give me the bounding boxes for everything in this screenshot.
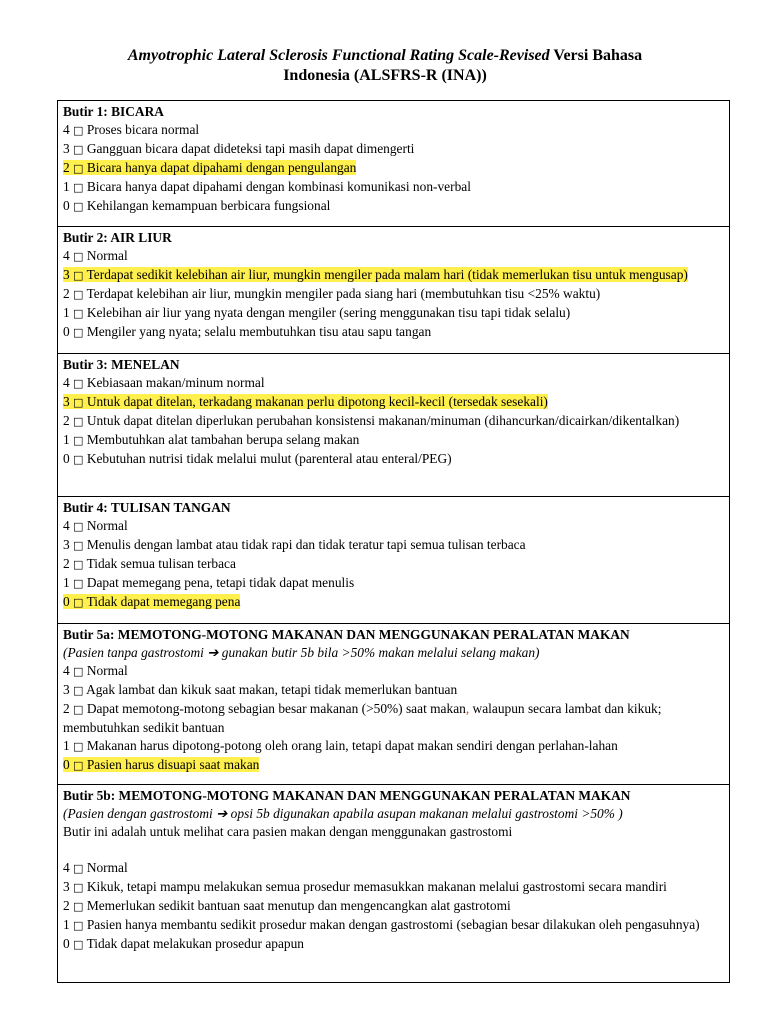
section-5b bbox=[58, 784, 729, 982]
option-text: Gangguan bicara dapat dideteksi tapi masih dapat dimengerti bbox=[86, 141, 415, 156]
checkbox-icon[interactable]: □ bbox=[73, 862, 84, 875]
option-2: 2 □ Memerlukan sedikit bantuan saat menutup dan mengencangkan alat gastrotomi bbox=[63, 898, 511, 913]
checkbox-icon[interactable]: □ bbox=[73, 938, 84, 951]
option-3 bbox=[63, 393, 724, 412]
document-title bbox=[60, 46, 710, 86]
checkbox-icon[interactable]: □ bbox=[73, 415, 84, 428]
checkbox-icon[interactable]: □ bbox=[73, 143, 84, 156]
option-text-cont: walaupun secara lambat dan kikuk; membutuhkan sedikit bantuan bbox=[63, 701, 662, 735]
checkbox-icon[interactable]: □ bbox=[73, 740, 84, 753]
option-text: Normal bbox=[86, 248, 128, 263]
option-0: 0 □ Kehilangan kemampuan berbicara fungsional bbox=[63, 198, 331, 213]
option-text: Normal bbox=[86, 860, 128, 875]
checkbox-icon[interactable]: □ bbox=[73, 288, 84, 301]
title-italic: Amyotrophic Lateral Sclerosis Functional Rating Scale-Revised bbox=[127, 47, 550, 64]
checkbox-icon[interactable]: □ bbox=[73, 684, 84, 697]
checkbox-icon[interactable]: □ bbox=[73, 326, 84, 339]
option-text: Normal bbox=[86, 518, 128, 533]
option-text: Tidak semua tulisan terbaca bbox=[86, 556, 236, 571]
section-tulisan-tangan bbox=[58, 496, 729, 623]
option-4: 4 □ Normal bbox=[63, 860, 128, 875]
option-4: 4 □ Normal bbox=[63, 248, 128, 263]
highlight: 3 □ Untuk dapat ditelan, terkadang makanan perlu dipotong kecil-kecil (tersedak sesekali) bbox=[63, 394, 548, 409]
checkbox-icon[interactable]: □ bbox=[73, 520, 84, 533]
checkbox-icon[interactable]: □ bbox=[73, 539, 84, 552]
option-text: Kelebihan air liur yang nyata dengan mengiler (sering menggunakan tisu tapi tidak selalu) bbox=[86, 305, 571, 320]
option-2: 2 □ Terdapat kelebihan air liur, mungkin mengiler pada siang hari (membutuhkan tisu <25% waktu) bbox=[63, 286, 601, 301]
checkbox-icon[interactable]: □ bbox=[73, 881, 84, 894]
checkbox-icon[interactable]: □ bbox=[73, 434, 84, 447]
checkbox-icon[interactable]: □ bbox=[73, 919, 84, 932]
option-1: 1 □ Kelebihan air liur yang nyata dengan mengiler (sering menggunakan tisu tapi tidak selalu) bbox=[63, 305, 571, 320]
option-text: Normal bbox=[86, 663, 128, 678]
option-4: 4 □ Normal bbox=[63, 518, 128, 533]
option-text: Kebiasaan makan/minum normal bbox=[86, 375, 265, 390]
option-3: 3 □ Kikuk, tetapi mampu melakukan semua prosedur memasukkan makanan melalui gastrostomi secara mandiri bbox=[63, 879, 667, 894]
checkbox-icon[interactable]: □ bbox=[73, 124, 84, 137]
section-bicara bbox=[58, 101, 729, 226]
checkbox-icon[interactable]: □ bbox=[73, 703, 84, 716]
checkbox-icon[interactable]: □ bbox=[73, 269, 84, 282]
option-4: 4 □ Normal bbox=[63, 663, 128, 678]
option-2: 2 □ Tidak semua tulisan terbaca bbox=[63, 556, 236, 571]
checkbox-icon[interactable]: □ bbox=[73, 250, 84, 263]
checkbox-icon[interactable]: □ bbox=[73, 900, 84, 913]
option-text: Bicara hanya dapat dipahami dengan kombinasi komunikasi non-verbal bbox=[86, 179, 471, 194]
option-1: 1 □ Makanan harus dipotong-potong oleh orang lain, tetapi dapat makan sendiri dengan perlahan-lahan bbox=[63, 738, 618, 753]
option-text: Pasien hanya membantu sedikit prosedur makan dengan gastrostomi (sebagian besar dilakukan oleh pengasuhnya) bbox=[86, 917, 700, 932]
checkbox-icon[interactable]: □ bbox=[73, 453, 84, 466]
section-intro: Butir ini adalah untuk melihat cara pasien makan dengan menggunakan gastrostomi bbox=[63, 824, 513, 839]
checkbox-icon[interactable]: □ bbox=[73, 665, 84, 678]
option-text: Pasien harus disuapi saat makan bbox=[86, 757, 260, 772]
highlight: 0 □ Tidak dapat memegang pena bbox=[63, 594, 241, 609]
option-3 bbox=[63, 266, 724, 285]
checkbox-icon[interactable]: □ bbox=[73, 596, 84, 609]
option-1: 1 □ Dapat memegang pena, tetapi tidak dapat menulis bbox=[63, 575, 355, 590]
section-heading: Butir 2: AIR LIUR bbox=[63, 230, 172, 245]
option-text: Terdapat kelebihan air liur, mungkin mengiler pada siang hari (membutuhkan tisu <25% waktu) bbox=[86, 286, 601, 301]
option-text: Bicara hanya dapat dipahami dengan pengulangan bbox=[86, 160, 357, 175]
option-1: 1 □ Membutuhkan alat tambahan berupa selang makan bbox=[63, 432, 360, 447]
checkbox-icon[interactable]: □ bbox=[73, 558, 84, 571]
option-text: Terdapat sedikit kelebihan air liur, mungkin mengiler pada malam hari (tidak memerlukan tisu untuk mengusap) bbox=[86, 267, 688, 282]
option-2: 2 □ Dapat memotong-motong sebagian besar makanan (>50%) saat makan, walaupun secara lambat dan kikuk; membutuhkan sedikit bantuan bbox=[63, 701, 662, 735]
option-text: Kehilangan kemampuan berbicara fungsional bbox=[86, 198, 331, 213]
checkbox-icon[interactable]: □ bbox=[73, 577, 84, 590]
option-0 bbox=[63, 593, 724, 612]
checkbox-icon[interactable]: □ bbox=[73, 162, 84, 175]
option-text: Proses bicara normal bbox=[86, 122, 200, 137]
option-3: 3 □ Gangguan bicara dapat dideteksi tapi masih dapat dimengerti bbox=[63, 141, 415, 156]
option-text: Memerlukan sedikit bantuan saat menutup dan mengencangkan alat gastrotomi bbox=[86, 898, 511, 913]
checkbox-icon[interactable]: □ bbox=[73, 307, 84, 320]
option-text: Dapat memegang pena, tetapi tidak dapat menulis bbox=[86, 575, 355, 590]
option-text: Untuk dapat ditelan, terkadang makanan perlu dipotong kecil-kecil (tersedak sesekali) bbox=[86, 394, 548, 409]
section-heading: Butir 3: MENELAN bbox=[63, 357, 180, 372]
option-0: 0 □ Kebutuhan nutrisi tidak melalui mulut (parenteral atau enteral/PEG) bbox=[63, 451, 452, 466]
section-note: (Pasien tanpa gastrostomi ➔ gunakan butir 5b bila >50% makan melalui selang makan) bbox=[63, 645, 540, 660]
option-text: Agak lambat dan kikuk saat makan, tetapi tidak memerlukan bantuan bbox=[86, 682, 458, 697]
edit-mark: , bbox=[465, 701, 470, 716]
highlight: 3 □ Terdapat sedikit kelebihan air liur, mungkin mengiler pada malam hari (tidak memerlukan tisu untuk mengusap) bbox=[63, 267, 688, 282]
section-5a bbox=[58, 623, 729, 784]
option-text: Dapat memotong-motong sebagian besar makanan (>50%) saat makan bbox=[86, 701, 466, 716]
checkbox-icon[interactable]: □ bbox=[73, 181, 84, 194]
section-heading: Butir 5b: MEMOTONG-MOTONG MAKANAN DAN MENGGUNAKAN PERALATAN MAKAN bbox=[63, 788, 631, 803]
checkbox-icon[interactable]: □ bbox=[73, 200, 84, 213]
option-text: Tidak dapat memegang pena bbox=[86, 594, 241, 609]
option-4: 4 □ Kebiasaan makan/minum normal bbox=[63, 375, 265, 390]
checkbox-icon[interactable]: □ bbox=[73, 396, 84, 409]
option-text: Makanan harus dipotong-potong oleh orang lain, tetapi dapat makan sendiri dengan perlahan-lahan bbox=[86, 738, 618, 753]
section-heading: Butir 4: TULISAN TANGAN bbox=[63, 500, 231, 515]
option-3: 3 □ Menulis dengan lambat atau tidak rapi dan tidak teratur tapi semua tulisan terbaca bbox=[63, 537, 526, 552]
option-1: 1 □ Bicara hanya dapat dipahami dengan kombinasi komunikasi non-verbal bbox=[63, 179, 471, 194]
rating-scale-table bbox=[57, 100, 730, 983]
title-normal-a: Versi Bahasa bbox=[549, 47, 643, 64]
option-0 bbox=[63, 756, 724, 775]
option-text: Mengiler yang nyata; selalu membutuhkan tisu atau sapu tangan bbox=[86, 324, 432, 339]
option-0: 0 □ Tidak dapat melakukan prosedur apapun bbox=[63, 936, 304, 951]
option-0: 0 □ Mengiler yang nyata; selalu membutuhkan tisu atau sapu tangan bbox=[63, 324, 432, 339]
checkbox-icon[interactable]: □ bbox=[73, 759, 84, 772]
option-text: Tidak dapat melakukan prosedur apapun bbox=[86, 936, 304, 951]
option-text: Membutuhkan alat tambahan berupa selang makan bbox=[86, 432, 360, 447]
option-2: 2 □ Untuk dapat ditelan diperlukan perubahan konsistensi makanan/minuman (dihancurkan/dicairkan/dikentalkan) bbox=[63, 413, 680, 428]
section-heading: Butir 5a: MEMOTONG-MOTONG MAKANAN DAN MENGGUNAKAN PERALATAN MAKAN bbox=[63, 627, 630, 642]
title-normal-b: Indonesia (ALSFRS-R (INA)) bbox=[283, 67, 487, 84]
option-text: Kebutuhan nutrisi tidak melalui mulut (parenteral atau enteral/PEG) bbox=[86, 451, 452, 466]
highlight: 0 □ Pasien harus disuapi saat makan bbox=[63, 757, 260, 772]
option-text: Untuk dapat ditelan diperlukan perubahan konsistensi makanan/minuman (dihancurkan/dicairkan/dikentalkan) bbox=[86, 413, 680, 428]
option-text: Kikuk, tetapi mampu melakukan semua prosedur memasukkan makanan melalui gastrostomi secara mandiri bbox=[86, 879, 667, 894]
section-note: (Pasien dengan gastrostomi ➔ opsi 5b digunakan apabila asupan makanan melalui gastrostomi >50% ) bbox=[63, 806, 623, 821]
option-1: 1 □ Pasien hanya membantu sedikit prosedur makan dengan gastrostomi (sebagian besar dilakukan oleh pengasuhnya) bbox=[63, 917, 700, 932]
option-text: Menulis dengan lambat atau tidak rapi dan tidak teratur tapi semua tulisan terbaca bbox=[86, 537, 526, 552]
option-3: 3 □ Agak lambat dan kikuk saat makan, tetapi tidak memerlukan bantuan bbox=[63, 682, 458, 697]
option-2 bbox=[63, 159, 724, 178]
option-4: 4 □ Proses bicara normal bbox=[63, 122, 200, 137]
spacer bbox=[63, 841, 724, 859]
section-heading: Butir 1: BICARA bbox=[63, 104, 164, 119]
highlight: 2 □ Bicara hanya dapat dipahami dengan pengulangan bbox=[63, 160, 357, 175]
section-menelan bbox=[58, 353, 729, 496]
checkbox-icon[interactable]: □ bbox=[73, 377, 84, 390]
section-air-liur bbox=[58, 226, 729, 353]
